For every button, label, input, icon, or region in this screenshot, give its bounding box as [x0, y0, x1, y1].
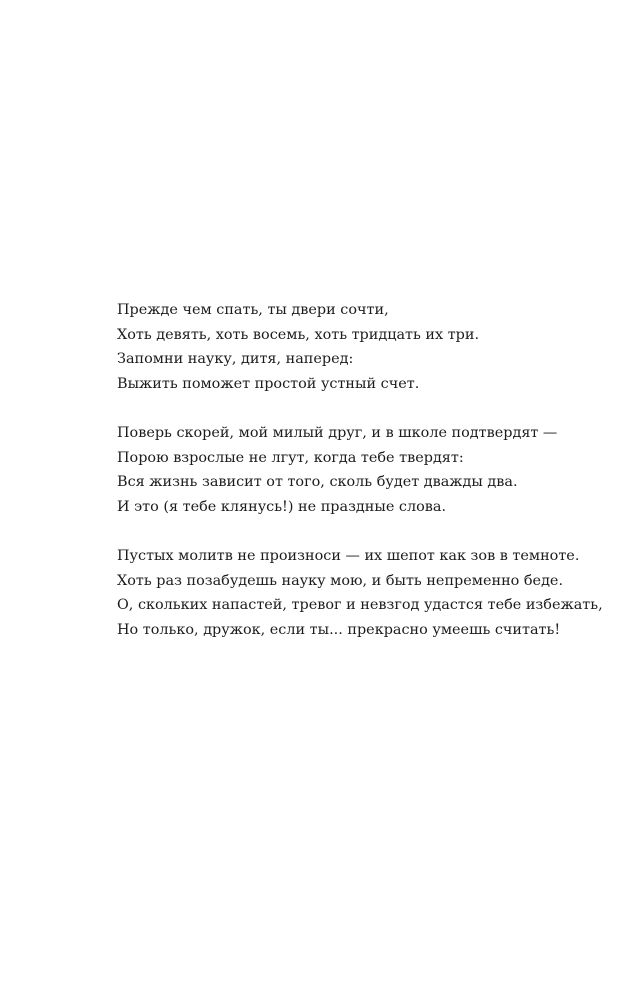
poem-line: Прежде чем спать, ты двери сочти,	[117, 302, 389, 318]
poem-line: Вся жизнь зависит от того, сколь будет дважды два.	[117, 474, 518, 491]
poem-line: Пустых молитв не произноси — их шепот как зов в темноте.	[117, 547, 580, 564]
stanza-2	[117, 421, 597, 519]
poem-line: Хоть раз позабудешь науку мою, и быть непременно беде.	[117, 572, 564, 589]
poem	[117, 298, 603, 642]
stanza-1	[117, 298, 597, 396]
poem-line: И это (я тебе клянусь!) не праздные слова.	[117, 498, 447, 515]
poem-line: Хоть девять, хоть восемь, хоть тридцать их три.	[117, 326, 480, 343]
poem-line: Поверь скорей, мой милый друг, и в школе подтвердят —	[117, 424, 558, 441]
stanza-3	[117, 544, 603, 642]
poem-line: Запомни науку, дитя, наперед:	[117, 351, 354, 368]
poem-line: Выжить поможет простой устный счет.	[117, 375, 420, 392]
poem-line: Но только, дружок, если ты... прекрасно умеешь считать!	[117, 621, 561, 638]
poem-line: О, скольких напастей, тревог и невзгод удастся тебе избежать,	[117, 597, 603, 614]
poem-line: Порою взрослые не лгут, когда тебе твердят:	[117, 449, 464, 466]
